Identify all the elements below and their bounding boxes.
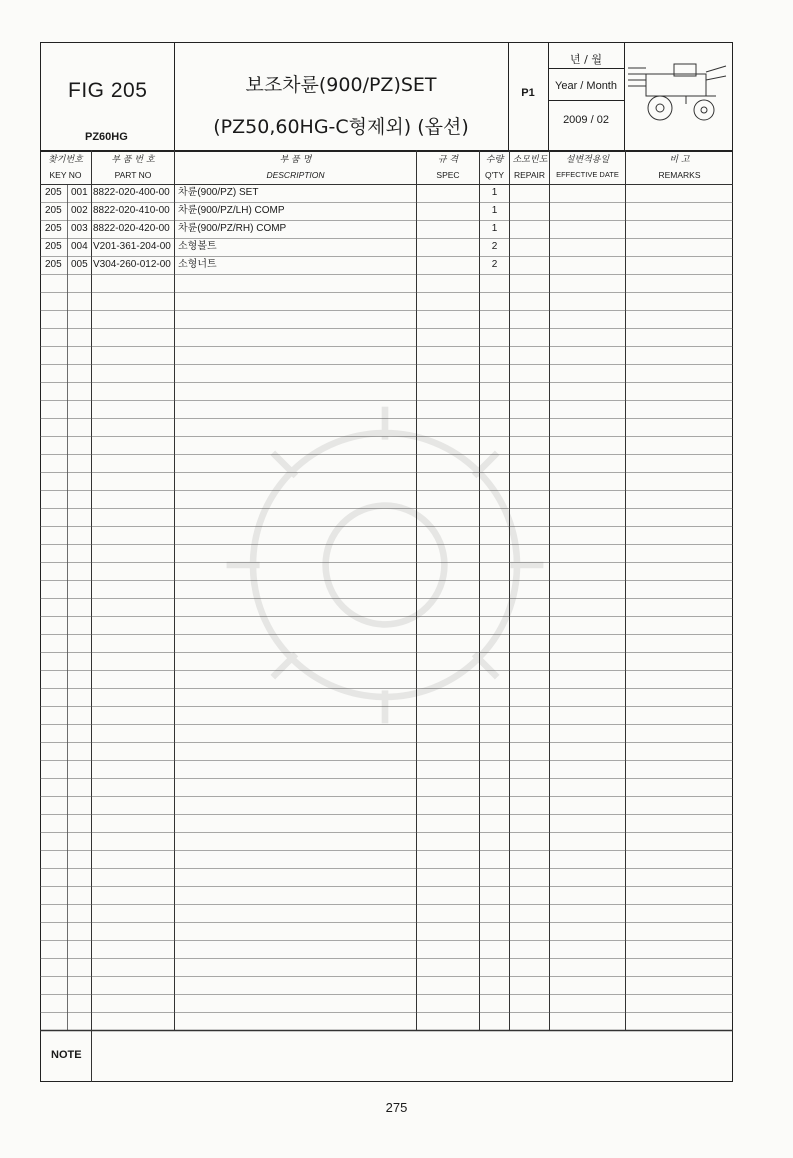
row-qty: 1 xyxy=(491,187,498,198)
row-part-no: V201-361-204-00 xyxy=(93,241,171,252)
row-fig: 205 xyxy=(45,205,62,216)
col-effective-kr: 설변적용일 xyxy=(565,155,610,165)
col-key-kr: 찾기번호 xyxy=(48,155,83,165)
row-key: 004 xyxy=(71,241,88,252)
row-fig: 205 xyxy=(45,241,62,252)
row-description: 차륜(900/PZ/LH) COMP xyxy=(178,205,285,216)
col-remarks-kr: 비 고 xyxy=(669,155,690,165)
row-fig: 205 xyxy=(45,187,62,198)
figure-number: FIG 205 xyxy=(68,79,148,102)
col-spec-en: SPEC xyxy=(436,170,460,180)
col-effective-en: EFFECTIVE DATE xyxy=(556,170,619,179)
row-qty: 1 xyxy=(491,205,498,216)
model-name: PZ60HG xyxy=(85,131,128,143)
row-part-no: 8822-020-420-00 xyxy=(93,223,170,234)
row-key: 003 xyxy=(71,223,88,234)
year-month-label-kr: 년 / 월 xyxy=(570,53,602,66)
col-key-en: KEY NO xyxy=(49,170,82,180)
year-month-value: 2009 / 02 xyxy=(563,114,609,126)
col-desc-en: DESCRIPTION xyxy=(266,170,325,180)
col-qty-kr: 수량 xyxy=(485,155,504,165)
row-description: 차륜(900/PZ/RH) COMP xyxy=(178,223,287,234)
row-qty: 2 xyxy=(491,241,498,252)
row-qty: 2 xyxy=(491,259,498,270)
row-key: 002 xyxy=(71,205,88,216)
page-number: 275 xyxy=(385,1100,408,1115)
note-label: NOTE xyxy=(51,1049,82,1061)
year-month-label-en: Year / Month xyxy=(555,80,617,92)
row-fig: 205 xyxy=(45,259,62,270)
col-qty-en: Q'TY xyxy=(484,170,505,180)
row-part-no: 8822-020-410-00 xyxy=(93,205,170,216)
col-repair-kr: 소모빈도 xyxy=(512,155,548,165)
row-description: 차륜(900/PZ) SET xyxy=(178,187,259,198)
row-description: 소형볼트 xyxy=(178,241,217,252)
row-part-no: V304-260-012-00 xyxy=(93,259,171,270)
row-fig: 205 xyxy=(45,223,62,234)
sheet-page-label: P1 xyxy=(521,87,535,99)
row-qty: 1 xyxy=(491,223,498,234)
col-repair-en: REPAIR xyxy=(513,170,546,180)
row-description: 소형너트 xyxy=(178,259,217,270)
page-title: 보조차륜(900/PZ)SET xyxy=(245,74,437,96)
page-subtitle: (PZ50,60HG-C형제외) (옵션) xyxy=(213,116,469,138)
row-part-no: 8822-020-400-00 xyxy=(93,187,170,198)
col-remarks-en: REMARKS xyxy=(658,170,701,180)
row-key: 005 xyxy=(71,259,88,270)
col-part-en: PART NO xyxy=(114,170,152,180)
row-key: 001 xyxy=(71,187,88,198)
col-part-kr: 부 품 번 호 xyxy=(111,155,155,165)
col-spec-kr: 규 격 xyxy=(437,155,459,165)
col-desc-kr: 부 품 명 xyxy=(279,155,312,165)
